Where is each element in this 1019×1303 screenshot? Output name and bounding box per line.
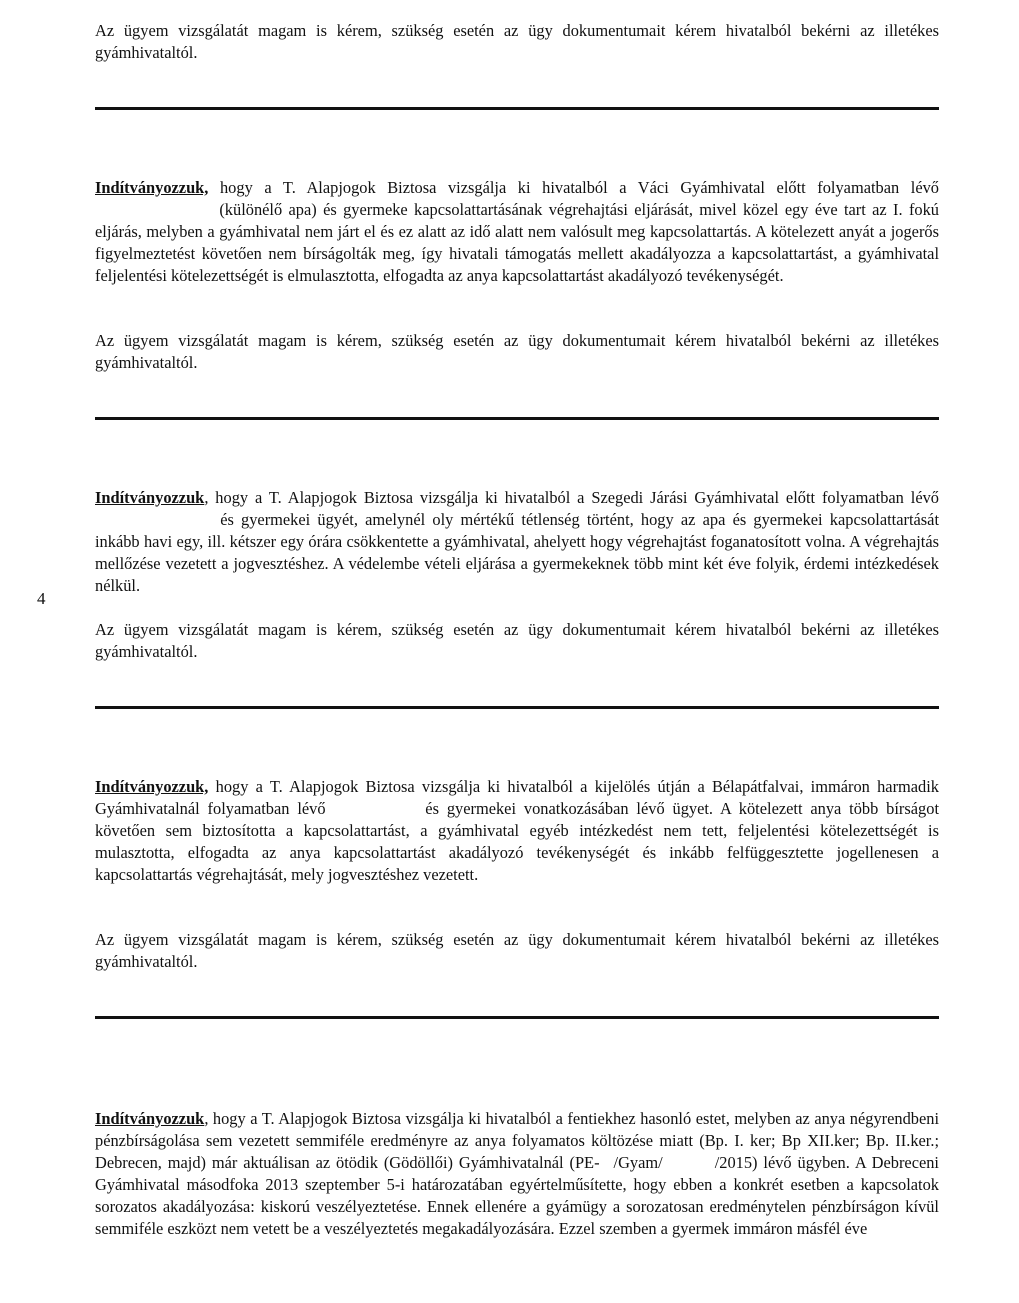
motion-text-part1: , hogy a T. Alapjogok Biztosa vizsgálja ki hivatalból a Szegedi Járási Gyámhivatal előtt folyamatban lévő — [204, 488, 939, 507]
motion-text-part2: /Gyam/ — [613, 1153, 663, 1172]
page-number: 4 — [37, 589, 46, 608]
motion-lead: Indítványozzuk, — [95, 178, 209, 197]
request-text: Az ügyem vizsgálatát magam is kérem, szükség esetén az ügy dokumentumait kérem hivatalból bekérni az illetékes gyámhivataltól. — [95, 930, 939, 971]
motion-text-part2: (különélő apa) és gyermeke kapcsolattartásának végrehajtási eljárását, mivel közel egy éve tart az I. fokú eljárás, melyben a gyámhivatal nem járt el és ez alatt az idő alatt nem valósult meg kapcsolattartás. A kötelezett anyát a jogerős figyelmeztetést követően nem bírságolták meg, így hivatali támogatás mellett akadályozza a kapcsolattartást, a gyámhivatal feljelentési kötelezettségét is elmulasztotta, elfogadta az anya kapcsolattartást akadályozó tevékenységét. — [95, 200, 939, 285]
motion-paragraph-szeged — [95, 487, 939, 597]
motion-lead: Indítványozzuk — [95, 488, 205, 507]
motion-paragraph-belapatfalva — [95, 776, 939, 886]
request-text: Az ügyem vizsgálatát magam is kérem, szükség esetén az ügy dokumentumait kérem hivatalból bekérni az illetékes gyámhivataltól. — [95, 331, 939, 372]
request-text: Az ügyem vizsgálatát magam is kérem, szükség esetén az ügy dokumentumait kérem hivatalból bekérni az illetékes gyámhivataltól. — [95, 620, 939, 661]
motion-text-part2: és gyermekei vonatkozásában lévő ügyet. A kötelezett anya több bírságot követően sem biztosította a kapcsolattartást, a gyámhivatal egyéb intézkedést nem tett, feljelentési kötelezettségét is mulasztotta, elfogadta az anya kapcsolattartást akadályozó tevékenységét és inkább felfüggesztette jogellenesen a kapcsolattartás végrehajtását, mely jogvesztéshez vezetett. — [95, 799, 939, 884]
motion-lead: Indítványozzuk — [95, 1109, 205, 1128]
motion-text-part1: hogy a T. Alapjogok Biztosa vizsgálja ki hivatalból a Váci Gyámhivatal előtt folyamatban lévő — [208, 178, 939, 197]
request-paragraph-top — [95, 20, 939, 64]
motion-text-part3: /2015) lévő ügyben. A Debreceni Gyámhivatal másodfoka 2013 szeptember 5-i határozatában egyértelműsítette, hogy ebben a konkrét esetben a kapcsolatok sorozatos akadályozása: kiskorú veszélyeztetése. Ennek ellenére a gyámügy a sorozatosan eredménytelen pénzbírságon kívül semmiféle eszközt nem vetett be a veszélyeztetés megakadályozására. Ezzel szemben a gyermek immáron másfél éve — [95, 1153, 939, 1238]
section-divider — [95, 1016, 939, 1019]
motion-paragraph-godollo — [95, 1108, 939, 1240]
section-divider — [95, 417, 939, 420]
motion-text-part2: és gyermekei ügyét, amelynél oly mértékű tétlenség történt, hogy az apa és gyermekei kapcsolattartását inkább havi egy, ill. kétszer egy órára csökkentette a gyámhivatal, ahelyett hogy végrehajtást foganatosított volna. A végrehajtás mellőzése vezetett a jogvesztéshez. A védelembe vételi eljárása a gyermekeknek több mint két éve folyik, érdemi intézkedések nélkül. — [95, 510, 939, 595]
motion-paragraph-vac — [95, 177, 939, 287]
request-paragraph — [95, 330, 939, 374]
request-paragraph — [95, 619, 939, 663]
motion-text-part1: , hogy a T. Alapjogok Biztosa vizsgálja ki hivatalból a fentiekhez hasonló estet, melyben az anya négyrendbeni pénzbírságolása sem vezetett semmiféle eredményre az anya folyamatos költözése miatt (Bp. I. ker; Bp XII.ker; Bp. II.ker.; Debrecen, majd) már aktuálisan az ötödik (Gödöllői) Gyámhivatalnál (PE- — [95, 1109, 939, 1172]
section-divider — [95, 706, 939, 709]
motion-text-part1: hogy a T. Alapjogok Biztosa vizsgálja ki hivatalból a kijelölés útján a Bélapátfalvai, immáron harmadik Gyámhivatalnál folyamatban lévő — [95, 777, 939, 818]
request-text: Az ügyem vizsgálatát magam is kérem, szükség esetén az ügy dokumentumait kérem hivatalból bekérni az illetékes gyámhivataltól. — [95, 21, 939, 62]
request-paragraph — [95, 929, 939, 973]
motion-lead: Indítványozzuk, — [95, 777, 209, 796]
section-divider — [95, 107, 939, 110]
